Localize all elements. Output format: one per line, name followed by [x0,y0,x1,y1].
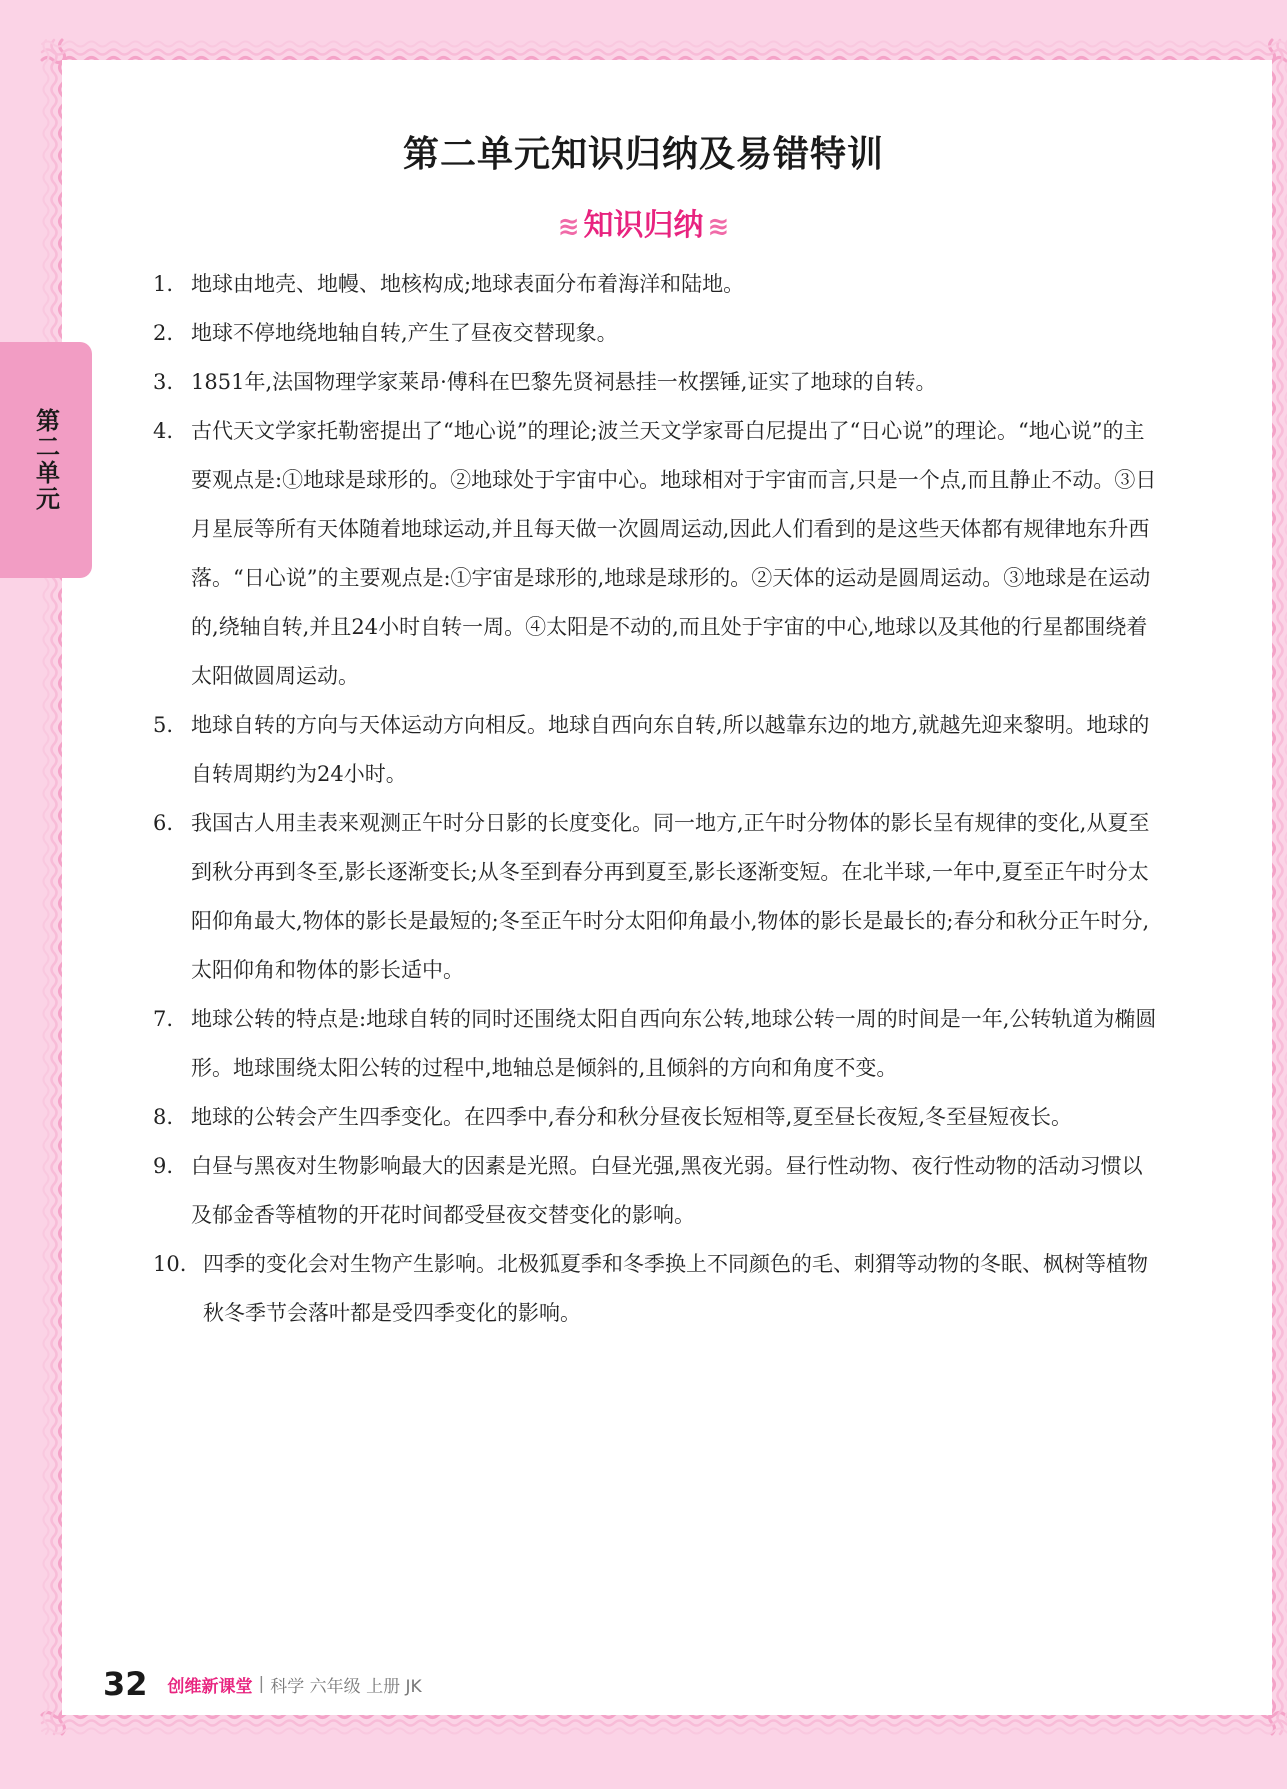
item-number: 10. [153,1252,187,1276]
item-text: 地球由地壳、地幔、地核构成;地球表面分布着海洋和陆地。 [191,272,745,296]
knowledge-list [153,260,1158,1338]
list-item [153,1142,1158,1240]
item-number: 5. [153,713,174,737]
wave-deco-right-icon: ≋ [707,212,730,242]
item-number: 4. [153,419,174,443]
list-item [153,407,1158,701]
section-heading [0,200,1287,244]
item-text: 地球的公转会产生四季变化。在四季中,春分和秋分昼夜长短相等,夏至昼长夜短,冬至昼短夜长。 [191,1105,1073,1129]
list-item [153,260,1158,309]
item-text: 古代天文学家托勒密提出了“地心说”的理论;波兰天文学家哥白尼提出了“日心说”的理论。“地心说”的主要观点是:①地球是球形的。②地球处于宇宙中心。地球相对于宇宙而言,只是一个点,而且静止不动。③日月星辰等所有天体随着地球运动,并且每天做一次圆周运动,因此人们看到的是这些天体都有规律地东升西落。“日心说”的主要观点是:①宇宙是球形的,地球是球形的。②天体的运动是圆周运动。③地球是在运动的,绕轴自转,并且24小时自转一周。④太阳是不动的,而且处于宇宙的中心,地球以及其他的行星都围绕着太阳做圆周运动。 [191,419,1157,688]
list-item [153,701,1158,799]
item-text: 白昼与黑夜对生物影响最大的因素是光照。白昼光强,黑夜光弱。昼行性动物、夜行性动物的活动习惯以及郁金香等植物的开花时间都受昼夜交替变化的影响。 [191,1154,1143,1227]
item-number: 8. [153,1105,174,1129]
item-text: 地球自转的方向与天体运动方向相反。地球自西向东自转,所以越靠东边的地方,就越先迎来黎明。地球的自转周期约为24小时。 [191,713,1150,786]
footer-separator: | [258,1674,265,1694]
unit-side-tab-label: 第二单元 [31,408,60,512]
item-number: 6. [153,811,174,835]
list-item [153,358,1158,407]
list-item [153,1240,1158,1338]
item-number: 7. [153,1007,174,1031]
section-heading-label: 知识归纳 [583,208,704,243]
brand-name: 创维新课堂 [167,1676,253,1697]
page-number: 32 [103,1665,148,1703]
page-footer [103,1664,422,1704]
list-item [153,995,1158,1093]
wave-deco-left-icon: ≋ [557,212,580,242]
item-number: 3. [153,370,174,394]
item-number: 2. [153,321,174,345]
unit-side-tab [0,342,92,578]
list-item [153,799,1158,995]
item-text: 1851年,法国物理学家莱昂·傅科在巴黎先贤祠悬挂一枚摆锤,证实了地球的自转。 [191,370,937,394]
item-text: 地球公转的特点是:地球自转的同时还围绕太阳自西向东公转,地球公转一周的时间是一年,公转轨道为椭圆形。地球围绕太阳公转的过程中,地轴总是倾斜的,且倾斜的方向和角度不变。 [191,1007,1157,1080]
list-item [153,1093,1158,1142]
book-subject: 科学 六年级 上册 JK [270,1676,422,1697]
item-text: 我国古人用圭表来观测正午时分日影的长度变化。同一地方,正午时分物体的影长呈有规律的变化,从夏至到秋分再到冬至,影长逐渐变长;从冬至到春分再到夏至,影长逐渐变短。在北半球,一年中,夏至正午时分太阳仰角最大,物体的影长是最短的;冬至正午时分太阳仰角最小,物体的影长是最长的;春分和秋分正午时分,太阳仰角和物体的影长适中。 [191,811,1150,982]
item-text: 地球不停地绕地轴自转,产生了昼夜交替现象。 [191,321,618,345]
list-item [153,309,1158,358]
item-number: 1. [153,272,174,296]
page-title: 第二单元知识归纳及易错特训 [402,134,884,175]
item-text: 四季的变化会对生物产生影响。北极狐夏季和冬季换上不同颜色的毛、刺猬等动物的冬眠、枫树等植物秋冬季节会落叶都是受四季变化的影响。 [203,1252,1148,1325]
item-number: 9. [153,1154,174,1178]
